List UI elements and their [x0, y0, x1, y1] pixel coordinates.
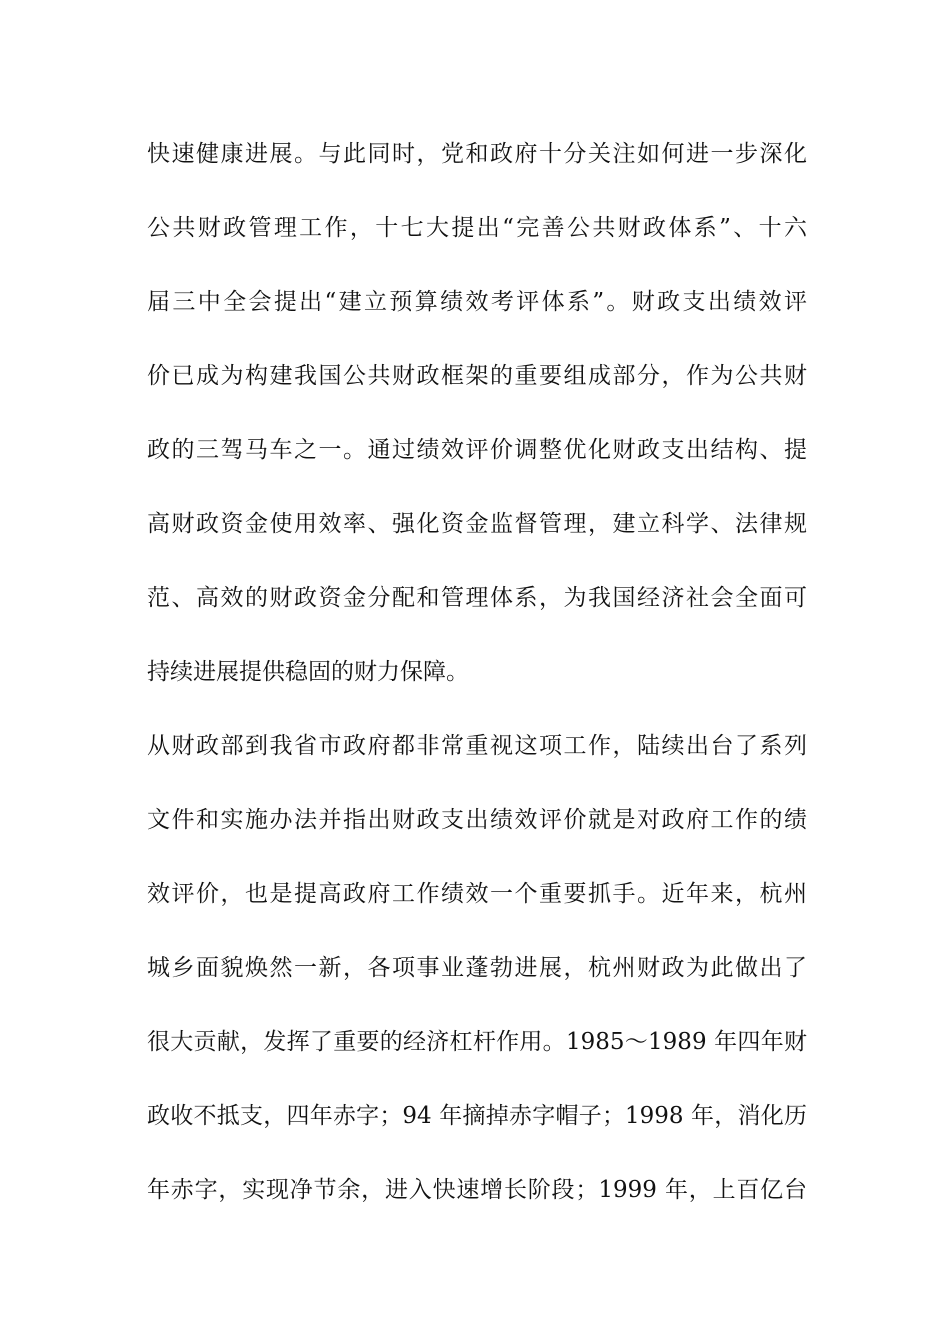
text-line: 文件和实施办法并指出财政支出绩效评价就是对政府工作的绩 [147, 807, 807, 833]
text-line: 持续进展提供稳固的财力保障。 [147, 659, 469, 685]
text-line: 从财政部到我省市政府都非常重视这项工作，陆续出台了系列 [147, 733, 807, 759]
text-line: 很大贡献，发挥了重要的经济杠杆作用。1985～1989 年四年财 [147, 1029, 807, 1055]
text-line: 高财政资金使用效率、强化资金监督管理，建立科学、法律规 [147, 511, 807, 537]
text-line: 政的三驾马车之一。通过绩效评价调整优化财政支出结构、提 [147, 437, 807, 463]
text-line: 快速健康进展。与此同时，党和政府十分关注如何进一步深化 [147, 141, 807, 167]
text-line: 年赤字，实现净节余，进入快速增长阶段；1999 年，上百亿台 [147, 1177, 807, 1203]
text-line: 城乡面貌焕然一新，各项事业蓬勃进展，杭州财政为此做出了 [147, 955, 807, 981]
text-line: 价已成为构建我国公共财政框架的重要组成部分，作为公共财 [147, 363, 807, 389]
text-line: 效评价，也是提高政府工作绩效一个重要抓手。近年来，杭州 [147, 881, 807, 907]
text-line: 范、高效的财政资金分配和管理体系，为我国经济社会全面可 [147, 585, 807, 611]
text-line: 届三中全会提出“建立预算绩效考评体系”。财政支出绩效评 [147, 289, 807, 315]
text-line: 政收不抵支，四年赤字；94 年摘掉赤字帽子；1998 年，消化历 [147, 1103, 807, 1129]
text-line: 公共财政管理工作，十七大提出“完善公共财政体系”、十六 [147, 215, 807, 241]
